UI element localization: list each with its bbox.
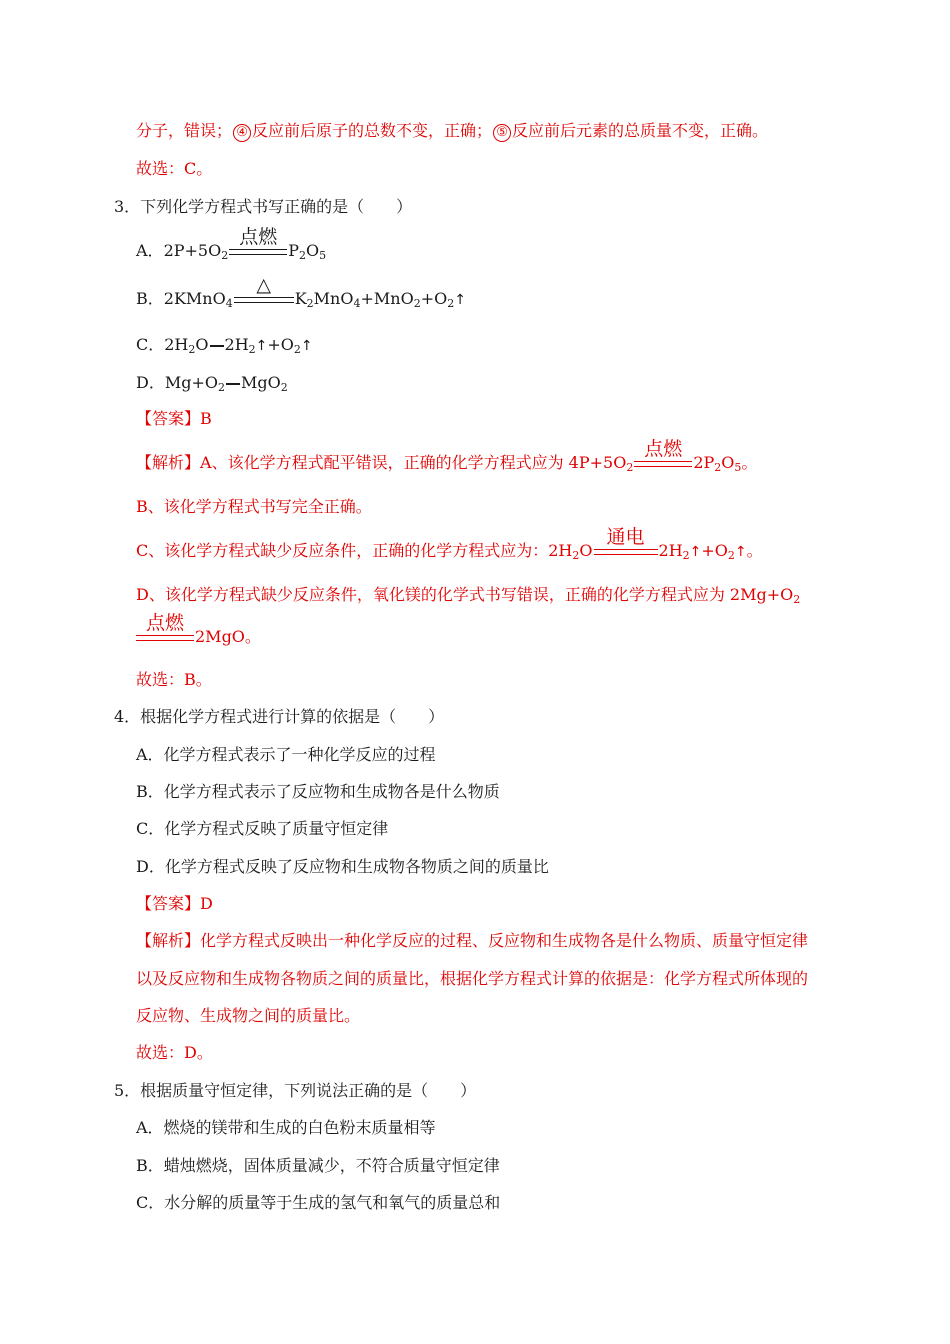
up-arrow-icon: ↑ xyxy=(689,544,702,560)
q4-analysis-line3: 反应物、生成物之间的质量比。 xyxy=(136,1006,361,1025)
q3-option-a: A．$2P+5O_2$ 点燃 $P_2O_5$ xyxy=(136,225,327,262)
equals-sign: 点燃 xyxy=(229,249,287,255)
up-arrow-icon: ↑ xyxy=(454,292,466,308)
q5-option-c: C．水分解的质量等于生成的氢气和氧气的质量总和 xyxy=(136,1193,501,1212)
q5-option-a: A．燃烧的镁带和生成的白色粉末质量相等 xyxy=(136,1118,436,1137)
q5-option-b: B．蜡烛燃烧，固体质量减少，不符合质量守恒定律 xyxy=(136,1156,500,1175)
q4-analysis-line2: 以及反应物和生成物各物质之间的质量比，根据化学方程式计算的依据是：化学方程式所体现的 xyxy=(136,969,809,988)
q3-analysis-d-line2: 点燃 2MgO。 xyxy=(136,626,850,648)
up-arrow-icon: ↑ xyxy=(300,338,313,354)
q3-analysis-c: C、该化学方程式缺少反应条件，正确的化学方程式应为：$2H_2O$ 通电 $2H_2↑+O_2↑$。 xyxy=(136,525,763,562)
q4-option-d: D．化学方程式反映了反应物和生成物各物质之间的质量比 xyxy=(136,857,549,876)
q4-answer: 【答案】D xyxy=(136,894,213,913)
equals-sign: 通电 xyxy=(594,549,658,555)
choose-c: 故选：C。 xyxy=(136,159,213,178)
equals-sign: 点燃 xyxy=(634,461,692,467)
q4-stem: 4．根据化学方程式进行计算的依据是（ ） xyxy=(114,707,445,726)
circled-4: ④ xyxy=(233,124,251,142)
q3-option-b: B．2KMnO$_4$ △ $K_2MnO_4+MnO_2+O_2↑$ xyxy=(136,273,466,310)
up-arrow-icon: ↑ xyxy=(255,338,268,354)
q3-stem: 3．下列化学方程式书写正确的是（ ） xyxy=(114,197,413,216)
q3-choose: 故选：B。 xyxy=(136,670,212,689)
circled-5: ⑤ xyxy=(493,124,511,142)
q3-analysis-d-line1: D、该化学方程式缺少反应条件，氧化镁的化学式书写错误，正确的化学方程式应为 $2Mg+O_2$ xyxy=(136,585,801,606)
q5-stem: 5．根据质量守恒定律，下列说法正确的是（ ） xyxy=(114,1081,477,1100)
q4-option-c: C．化学方程式反映了质量守恒定律 xyxy=(136,819,389,838)
analysis-continuation: 分子，错误； ④ 反应前后原子的总数不变，正确； ⑤ 反应前后元素的总质量不变，正确。 xyxy=(136,121,769,140)
q4-analysis-line1: 【解析】化学方程式反映出一种化学反应的过程、反应物和生成物各是什么物质、质量守恒定律 xyxy=(136,931,809,950)
q3-option-c: C．$2H_2O$ $2H_2↑+O_2↑$ xyxy=(136,335,313,356)
q3-answer: 【答案】B xyxy=(136,409,212,428)
q3-analysis-b: B、该化学方程式书写完全正确。 xyxy=(136,497,372,516)
q4-option-b: B．化学方程式表示了反应物和生成物各是什么物质 xyxy=(136,782,500,801)
q3-analysis-a: 【解析】A、该化学方程式配平错误，正确的化学方程式应为 $4P+5O_2$ 点燃 $2P_2O_5$。 xyxy=(136,437,758,474)
up-arrow-icon: ↑ xyxy=(734,544,747,560)
equals-sign: 点燃 xyxy=(136,635,194,641)
q3-option-d: D．$Mg+O_2$ MgO$_2$ xyxy=(136,373,288,394)
q4-option-a: A．化学方程式表示了一种化学反应的过程 xyxy=(136,745,436,764)
equals-sign: △ xyxy=(234,297,294,303)
q4-choose: 故选：D。 xyxy=(136,1043,213,1062)
